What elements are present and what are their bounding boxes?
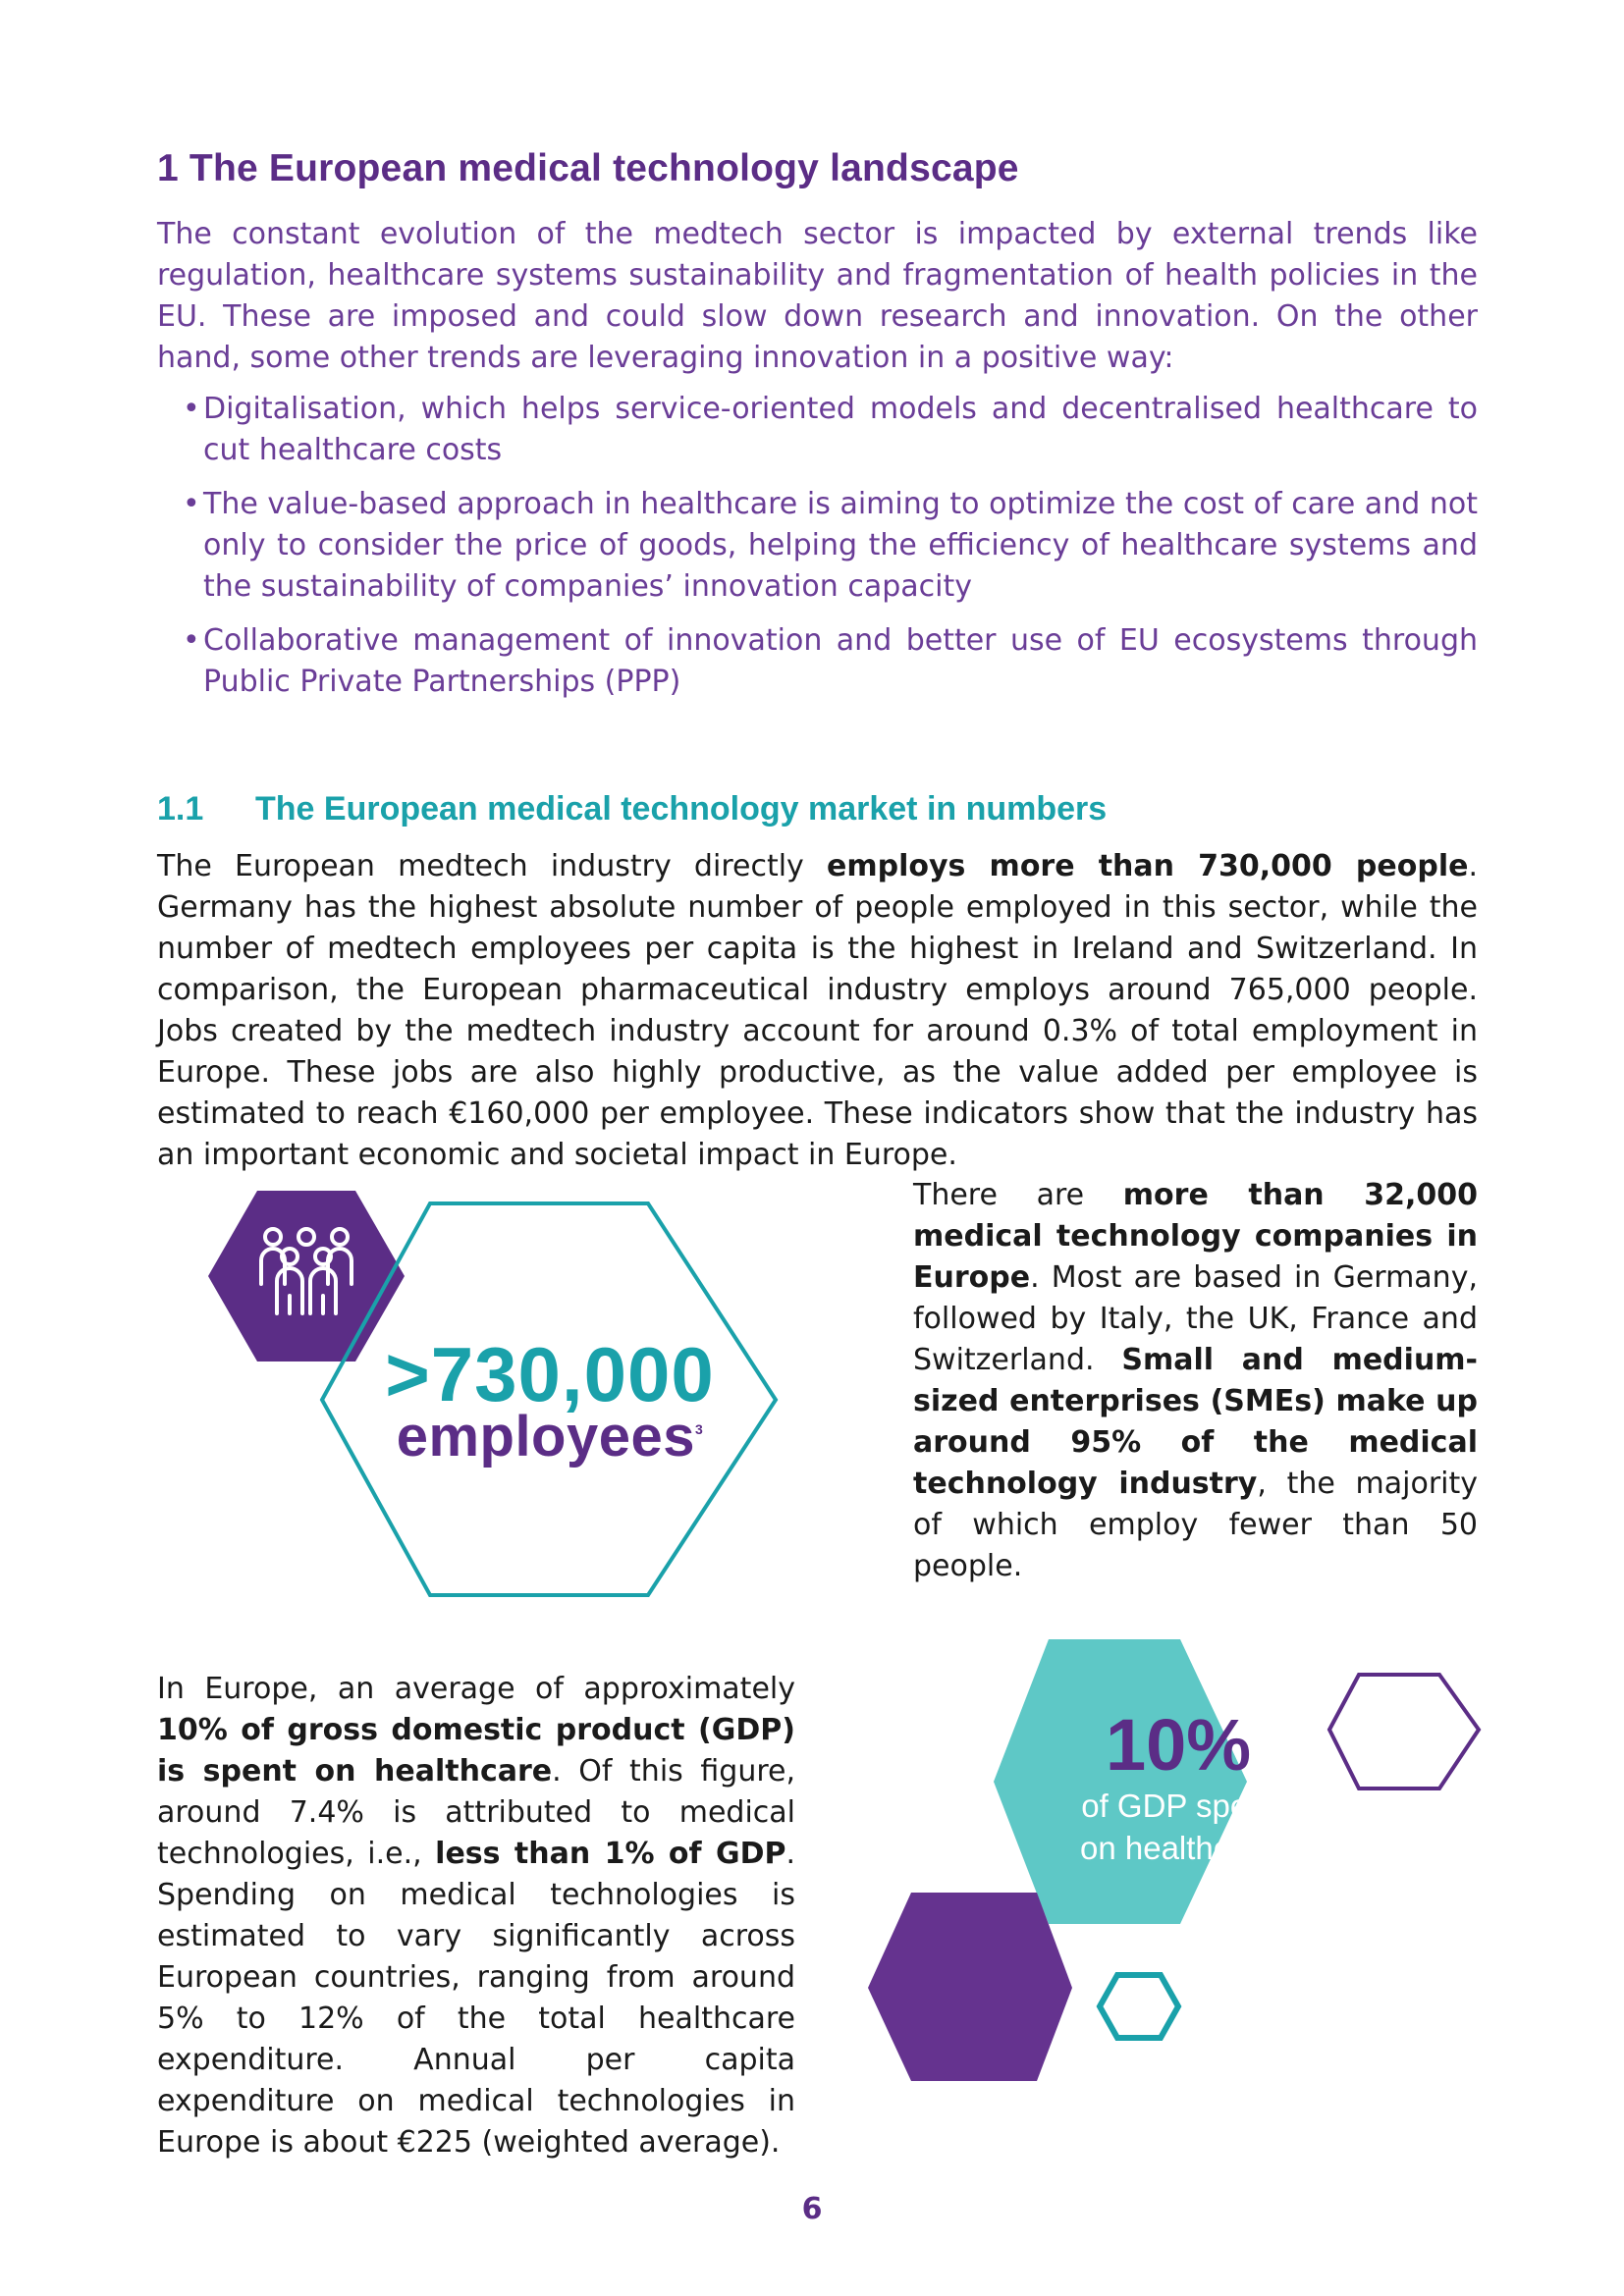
gdp-label: of GDP spent on healthcare	[1080, 1788, 1276, 1866]
employment-paragraph: The European medtech industry directly employs more than 730,000 people. Germany has the highest absolute number of people employed in this sector, while the number of medtech employees per capita is the highest in Ireland and Switzerland. In comparison, the European pharmaceutical industry employs around 765,000 people. Jobs created by the medtech industry account for around 0.3% of total employment in Europe. These jobs are also highly productive, as the value added per employee is estimated to reach €160,000 per employee. These indicators show that the industry has an important economic and societal impact in Europe.	[157, 849, 1478, 1172]
section-title: The European medical technology market in numbers	[255, 790, 1108, 828]
outline-hexagon-teal	[1100, 1975, 1178, 2038]
gdp-paragraph: In Europe, an average of approximately 10% of gross domestic product (GDP) is spent on healthcare. Of this figure, around 7.4% is attributed to medical technologies, i.e., less than 1% of GDP. Spending on medical technologies is estimated to vary significantly across European countries, ranging from around 5% to 12% of the total healthcare expenditure. Annual per capita expenditure on medical technologies in Europe is about €225 (weighted average).	[157, 1672, 796, 2160]
gdp-value: 10%	[1105, 1704, 1252, 1786]
list-item: • Collaborative management of innovation and better use of EU ecosystems through Public Private Partnerships (PPP)	[157, 620, 1478, 703]
footnote-marker: 3	[695, 1421, 704, 1437]
companies-paragraph: There are more than 32,000 medical technology companies in Europe. Most are based in Germany, followed by Italy, the UK, France and Switzerland. Small and medium-sized enterprises (SMEs) make up around 95% of the medical technology industry, the majority of which employ fewer than 50 people.	[913, 1178, 1479, 1583]
bullet-dot: •	[183, 392, 200, 426]
employees-value: >730,000	[385, 1331, 715, 1417]
section-number: 1.1	[157, 790, 204, 828]
page-number: 6	[801, 2192, 823, 2226]
employees-label: employees$^3$	[396, 1405, 704, 1468]
list-item: • The value-based approach in healthcare is aiming to optimize the cost of care and not only to consider the price of goods, helping the efficiency of healthcare systems and the sustainability of companies’ innovation capacity	[157, 484, 1478, 608]
page-heading: 1 The European medical technology landscape	[157, 147, 1019, 189]
bullet-dot: •	[183, 487, 200, 521]
section-heading	[157, 790, 1483, 828]
trend-list	[157, 389, 1478, 716]
bullet-dot: •	[183, 623, 200, 658]
intro-paragraph: The constant evolution of the medtech sector is impacted by external trends like regulation, healthcare systems sustainability and fragmentation of health policies in the EU. These are imposed and could slow down research and innovation. On the other hand, some other trends are leveraging innovation in a positive way:	[157, 217, 1478, 375]
filled-hexagon-purple	[868, 1893, 1072, 2081]
list-item: • Digitalisation, which helps service-oriented models and decentralised healthcare to cut healthcare costs	[157, 389, 1478, 471]
